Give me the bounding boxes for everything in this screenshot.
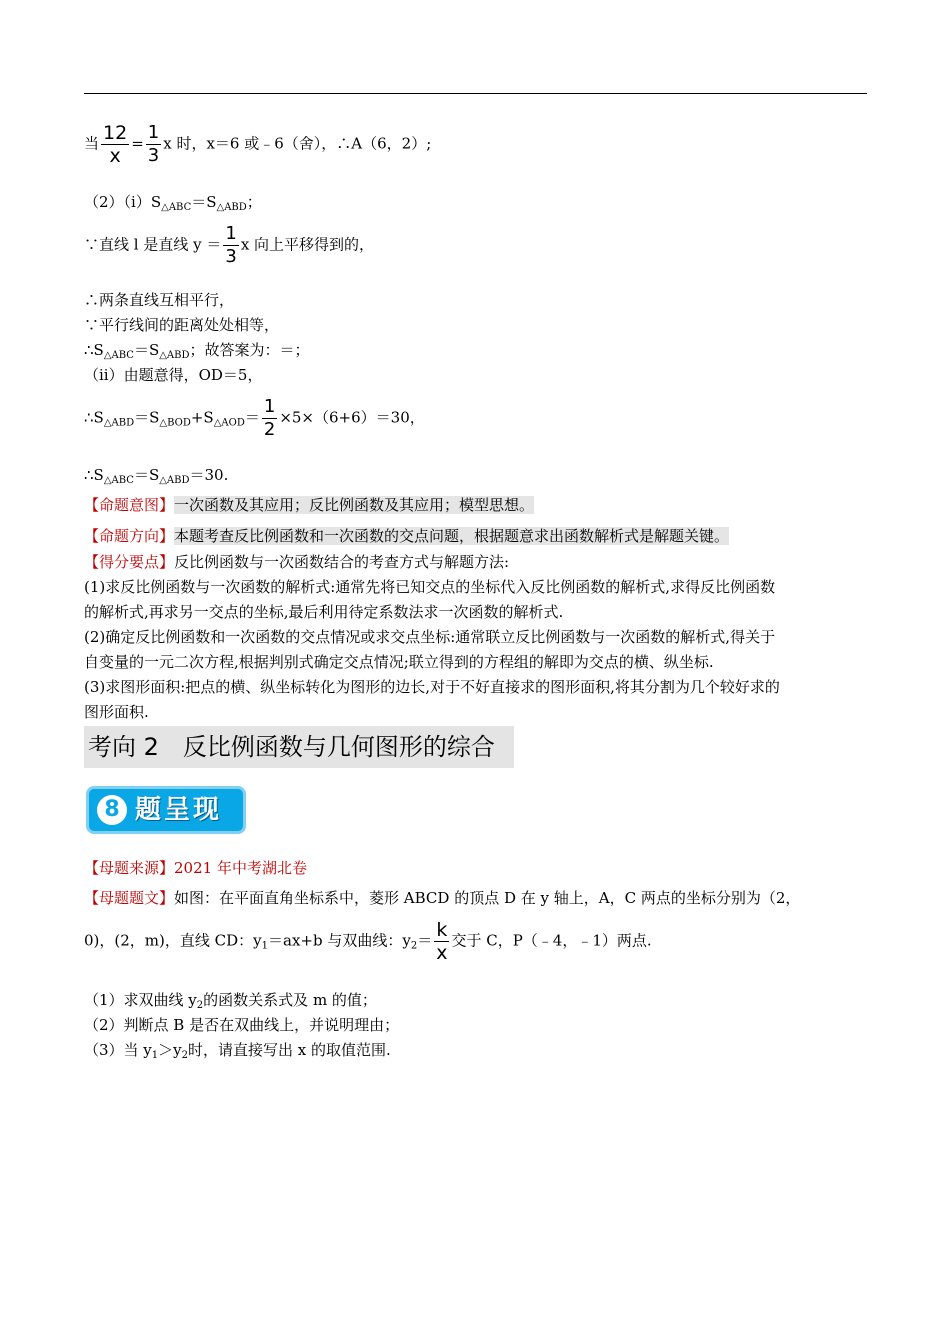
problem-badge (86, 786, 246, 834)
direction-line (84, 525, 729, 547)
intent-text: 一次函数及其应用；反比例函数及其应用；模型思想。 (174, 496, 535, 514)
header-rule (84, 93, 867, 94)
direction-text: 本题考查反比例函数和一次函数的交点问题，根据题意求出函数解析式是解题关键。 (174, 527, 730, 545)
solution-line-3: ∵直线 l 是直线 y ＝ $\frac{1}{3}$ x 向上平移得到的， (84, 223, 375, 267)
keypoints-tag: 【得分要点】 (84, 553, 175, 571)
problem-tag: 【母题题文】 (84, 889, 175, 907)
keypoints-line: 【得分要点】反比例函数与一次函数结合的考查方式与解题方法: (84, 553, 510, 571)
solution-line-5: ∵平行线间的距离处处相等， (84, 316, 280, 334)
solution-line-9: $\therefore S_{\triangle ABC}=S_{\triangle ABD}=30$. (84, 466, 229, 486)
fraction-k-over-x: $\frac{k}{x}$ (436, 919, 448, 964)
fraction-12-over-x: $\frac{12}{x}$ (103, 122, 128, 167)
solution-line-7: （ii）由题意得，OD＝5， (84, 366, 263, 384)
source-tag: 【母题来源】 (84, 859, 175, 877)
badge-number-icon: 8 (97, 795, 127, 825)
question-3: （3）当 $y_1>y_2$时，请直接写出 x 的取值范围. (84, 1041, 391, 1061)
solution-line-8: $\therefore S_{\triangle ABD}=S_{\triangle BOD}+S_{\triangle AOD}=$ $\frac{1}{2}$ ×5×（6+6）＝30， (84, 396, 425, 440)
direction-tag: 【命题方向】 (84, 527, 175, 545)
fraction-1-over-3: $\frac{1}{3}$ (225, 223, 237, 267)
keypoints-1a: (1)求反比例函数与一次函数的解析式:通常先将已知交点的坐标代入反比例函数的解析式,求得反比例函数 (84, 578, 776, 596)
keypoints-3a: (3)求图形面积:把点的横、纵坐标转化为图形的边长,对于不好直接求的图形面积,将其分割为几个较好求的 (84, 678, 780, 696)
intent-line (84, 494, 534, 516)
question-2: （2）判断点 B 是否在双曲线上，并说明理由； (84, 1016, 400, 1034)
fraction-1-over-2: $\frac{1}{2}$ (263, 396, 276, 440)
keypoints-3b: 图形面积. (84, 703, 149, 721)
keypoints-2a: (2)确定反比例函数和一次函数的交点情况或求交点坐标:通常联立反比例函数与一次函数的解析式,得关于 (84, 628, 776, 646)
fraction-1-over-3: $\frac{1}{3}$ (147, 122, 160, 166)
problem-line-2: 0)，(2，m)，直线 CD：$y_1=ax+b$ 与双曲线：$y_2=$ $\frac{k}{x}$ 交于 C，P（﹣4，﹣1）两点. (84, 919, 652, 964)
intent-tag: 【命题意图】 (84, 496, 175, 514)
solution-line-1: 当 $\frac{12}{x}$ = $\frac{1}{3}$ x 时，x＝6 或﹣6（舍），∴A（6，2）; (84, 122, 432, 167)
section-heading: 考向 2 反比例函数与几何图形的综合 (84, 726, 514, 768)
source-line (84, 857, 307, 879)
solution-line-6: $\therefore S_{\triangle ABC}=S_{\triangle ABD}$；故答案为：＝； (84, 341, 310, 361)
source-text: 2021 年中考湖北卷 (174, 859, 307, 877)
problem-line-1: 【母题题文】如图：在平面直角坐标系中，菱形 ABCD 的顶点 D 在 y 轴上，A，C 两点的坐标分别为（2， (84, 889, 801, 907)
solution-line-4: ∴两条直线互相平行， (84, 291, 235, 309)
question-1: （1）求双曲线 $y_2$的函数关系式及 m 的值； (84, 991, 377, 1011)
badge-text: 题呈现 (135, 795, 223, 825)
keypoints-1b: 的解析式,再求另一交点的坐标,最后利用待定系数法求一次函数的解析式. (84, 603, 564, 621)
solution-line-2: $(2)(i)S_{\triangle ABC}=S_{\triangle ABD}$； (84, 193, 262, 213)
keypoints-2b: 自变量的一元二次方程,根据判别式确定交点情况;联立得到的方程组的解即为交点的横、纵坐标. (84, 653, 714, 671)
